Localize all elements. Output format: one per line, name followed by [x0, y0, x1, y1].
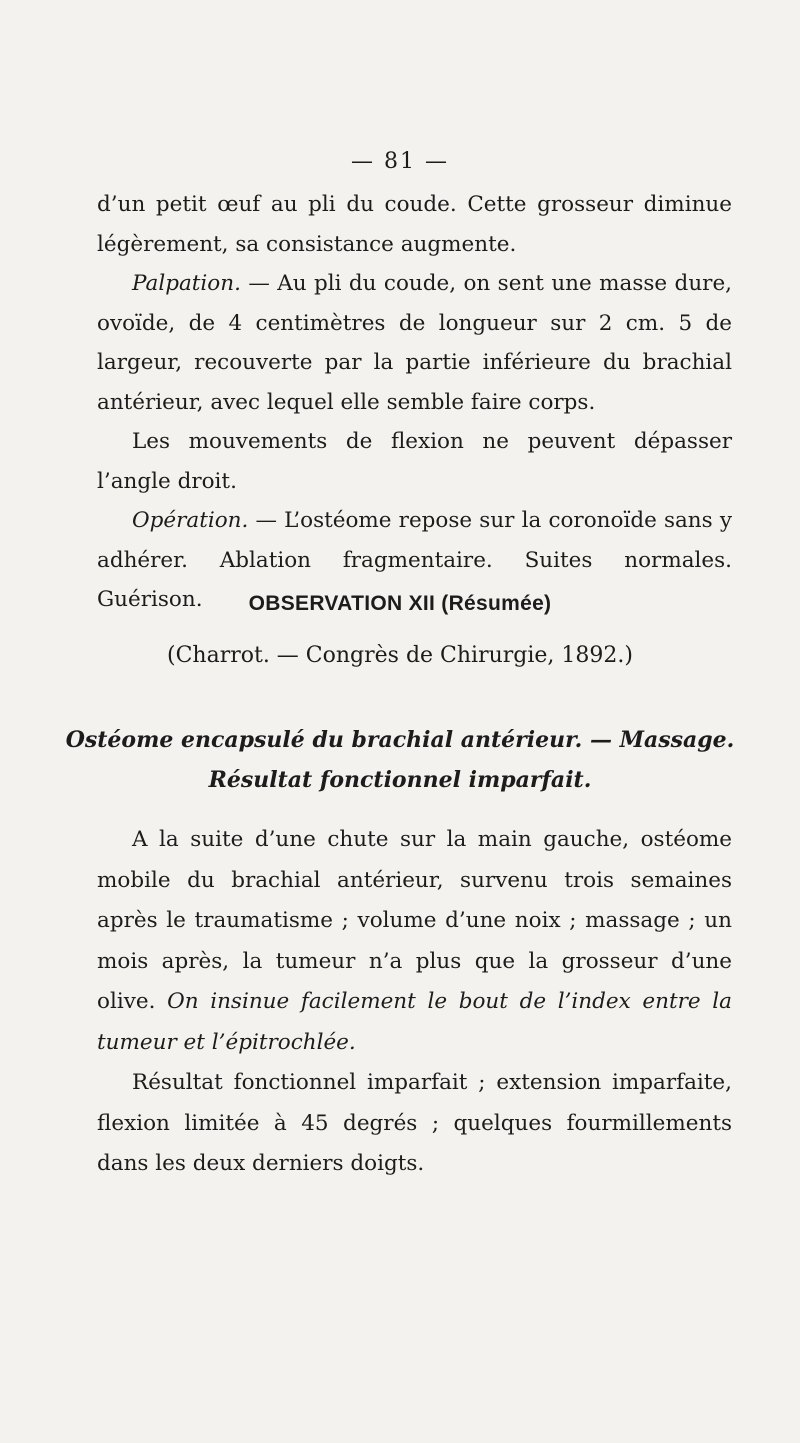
observation-paragraph-2: Résultat fonctionnel imparfait ; extension imparfaite, flexion limitée à 45 degrés ; quelques fourmillements dans les deux derniers doigts.	[97, 1070, 732, 1176]
observation-subtitle	[0, 720, 800, 800]
observation-subtitle-line-1: Ostéome encapsulé du brachial antérieur. — Massage.	[65, 727, 735, 753]
paragraph-mouvements: Les mouvements de flexion ne peuvent dépasser l’angle droit.	[97, 429, 732, 494]
observation-paragraph-1-text: A la suite d’une chute sur la main gauche, ostéome mobile du brachial antérieur, survenu trois semaines après le traumatisme ; volume d’une noix ; massage ; un mois après, la tumeur n’a plus que la grosseur d’une olive.	[97, 827, 732, 1014]
page-number: — 81 —	[351, 149, 449, 174]
palpation-label: Palpation.	[132, 271, 241, 296]
observation-paragraph-1	[97, 820, 732, 1063]
paragraph-palpation	[97, 264, 732, 422]
observation-body	[97, 820, 732, 1185]
palpation-text: — Au pli du coude, on sent une masse dure, ovoïde, de 4 centimètres de longueur sur 2 cm. 5 de largeur, recouverte par la partie inférieure du brachial antérieur, avec lequel elle semble faire corps.	[97, 271, 732, 415]
operation-label: Opération.	[132, 508, 249, 533]
observation-paragraph-1-italic: On insinue facilement le bout de l’index entre la tumeur et l’épitrochlée.	[97, 989, 732, 1055]
observation-source: (Charrot. — Congrès de Chirurgie, 1892.)	[167, 643, 633, 668]
paragraph-continuation: d’un petit œuf au pli du coude. Cette grosseur diminue légèrement, sa consistance augmente.	[97, 192, 732, 257]
operation-text: — L’ostéome repose sur la coronoïde sans y adhérer. Ablation fragmentaire. Suites normales. Guérison.	[97, 508, 732, 612]
continuation-text	[97, 185, 732, 620]
observation-subtitle-line-2: Résultat fonctionnel imparfait.	[208, 767, 592, 793]
observation-heading: OBSERVATION XII (Résumée)	[248, 592, 552, 615]
